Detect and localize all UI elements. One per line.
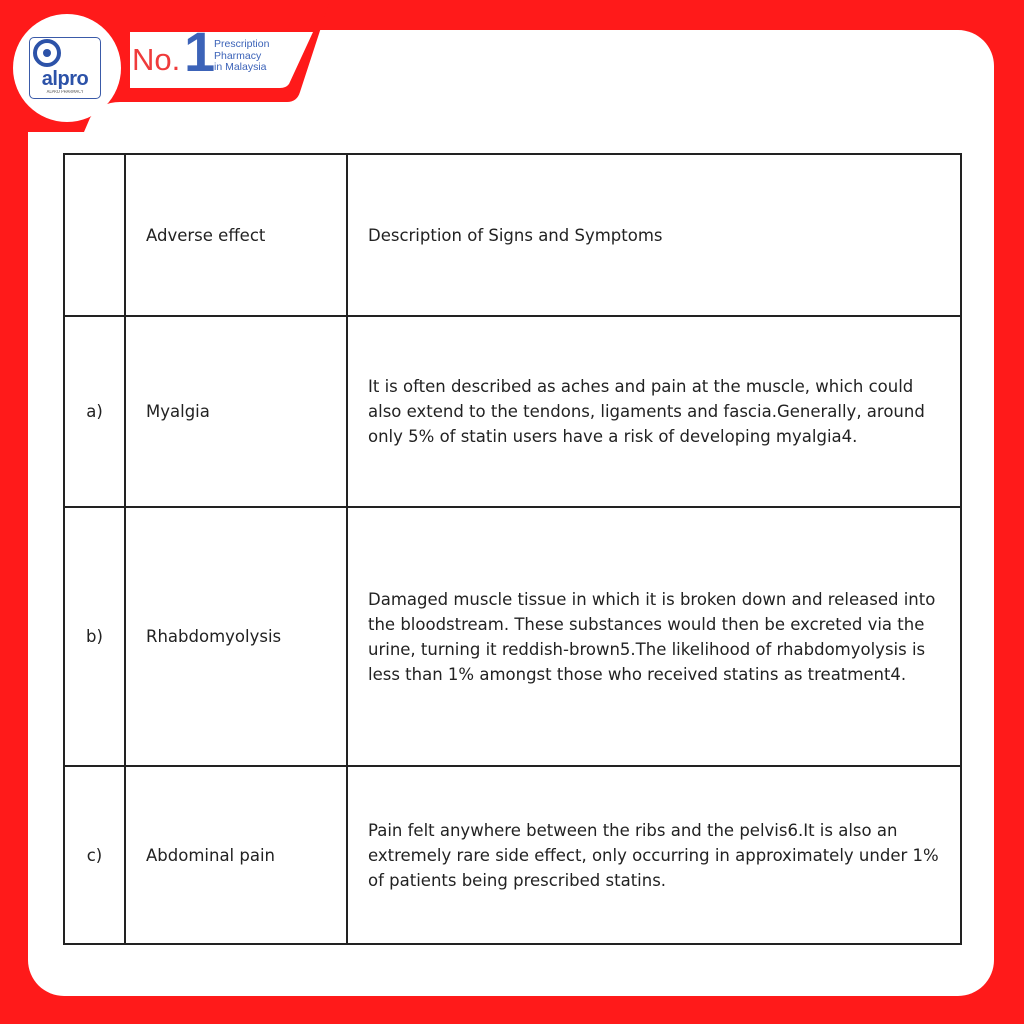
header-description-cell: Description of Signs and Symptoms [347,154,961,316]
table-row [64,316,961,507]
row-description: It is often described as aches and pain at the muscle, which could also extend to the tendons, ligaments and fascia.Generally, around only 5% of statin users have a risk of developing myalgia4. [347,316,961,507]
row-effect: Rhabdomyolysis [125,507,347,766]
adverse-effects-table [63,153,962,945]
brand-tagline [214,39,269,74]
row-description: Damaged muscle tissue in which it is broken down and released into the bloodstream. These substances would then be excreted via the urine, turning it reddish-brown5.The likelihood of rhabdomyolysis is less than 1% amongst those who received statins as treatment4. [347,507,961,766]
number-one: 1 [184,20,216,83]
alpro-logo [29,37,101,99]
tagline-line-2: Pharmacy [214,49,262,62]
brand-header [0,0,330,132]
table-row [64,507,961,766]
tagline-line-1: Prescription [214,38,270,50]
row-effect: Myalgia [125,316,347,507]
table-row [64,766,961,944]
no-label: No. [132,42,181,77]
row-description: Pain felt anywhere between the ribs and the pelvis6.It is also an extremely rare side effect, only occurring in approximately under 1% of patients being prescribed statins. [347,766,961,944]
row-effect: Abdominal pain [125,766,347,944]
logo-tagline: ALPRO PHARMACY [46,90,84,94]
header-effect-cell: Adverse effect [125,154,347,316]
logo-wordmark: alpro [41,68,89,90]
header-index-cell [64,154,125,316]
row-index: a) [64,316,125,507]
row-index: c) [64,766,125,944]
table-header-row [64,154,961,316]
row-index: b) [64,507,125,766]
tagline-line-3: in Malaysia [214,61,267,73]
alpro-swirl-icon [30,38,64,68]
